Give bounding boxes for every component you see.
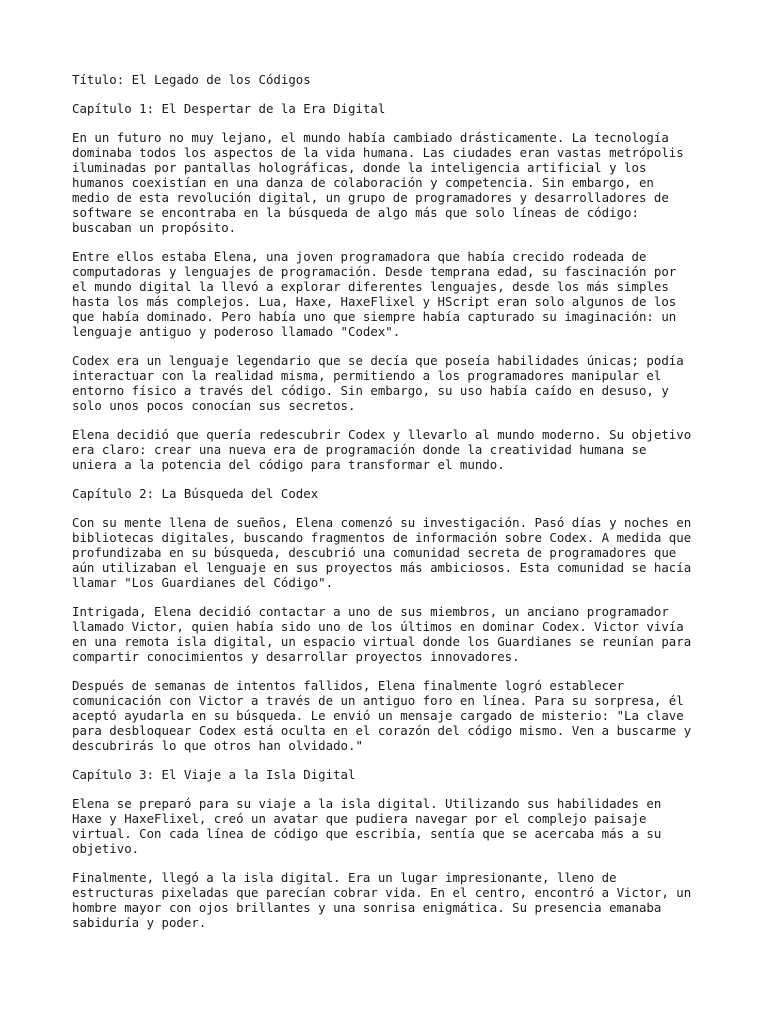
- text-line: Elena se preparó para su viaje a la isla digital. Utilizando sus habilidades en: [72, 796, 662, 811]
- text-line: profundizaba en su búsqueda, descubrió una comunidad secreta de programadores que: [72, 545, 677, 560]
- text-line: interactuar con la realidad misma, permitiendo a los programadores manipular el: [72, 368, 662, 383]
- text-line: virtual. Con cada línea de código que escribía, sentía que se acercaba más a su: [72, 826, 662, 841]
- text-line: iluminadas por pantallas holográficas, donde la inteligencia artificial y los: [72, 160, 647, 175]
- text-line: bibliotecas digitales, buscando fragmentos de información sobre Codex. A medida que: [72, 530, 692, 545]
- text-line: llamado Victor, quien había sido uno de los últimos en dominar Codex. Victor vivía: [72, 619, 684, 634]
- text-line: Capítulo 3: El Viaje a la Isla Digital: [72, 767, 356, 782]
- text-line: humanos coexistían en una danza de colaboración y competencia. Sin embargo, en: [72, 175, 654, 190]
- text-line: uniera a la potencia del código para transformar el mundo.: [72, 457, 505, 472]
- paragraph: [72, 515, 712, 590]
- text-line: aún utilizaban el lenguaje en sus proyectos más ambiciosos. Esta comunidad se hacía: [72, 560, 692, 575]
- text-line: solo unos pocos conocían sus secretos.: [72, 398, 356, 413]
- text-line: Elena decidió que quería redescubrir Codex y llevarlo al mundo moderno. Su objetivo: [72, 427, 692, 442]
- chapter-heading: [72, 101, 712, 116]
- paragraph: [72, 130, 712, 235]
- text-line: era claro: crear una nueva era de programación donde la creatividad humana se: [72, 442, 647, 457]
- text-line: En un futuro no muy lejano, el mundo había cambiado drásticamente. La tecnología: [72, 130, 669, 145]
- text-line: objetivo.: [72, 841, 140, 856]
- text-line: Finalmente, llegó a la isla digital. Era un lugar impresionante, lleno de: [72, 870, 617, 885]
- text-line: comunicación con Victor a través de un antiguo foro en línea. Para su sorpresa, él: [72, 693, 684, 708]
- text-line: descubrirás lo que otros han olvidado.": [72, 738, 363, 753]
- text-line: Intrigada, Elena decidió contactar a uno de sus miembros, un anciano programador: [72, 604, 669, 619]
- text-line: hombre mayor con ojos brillantes y una sonrisa enigmática. Su presencia emanaba: [72, 900, 662, 915]
- text-line: buscaban un propósito.: [72, 220, 237, 235]
- paragraph: [72, 678, 712, 753]
- chapter-heading: [72, 486, 712, 501]
- text-line: Capítulo 2: La Búsqueda del Codex: [72, 486, 319, 501]
- text-line: dominaba todos los aspectos de la vida humana. Las ciudades eran vastas metrópolis: [72, 145, 684, 160]
- text-line: que había dominado. Pero había uno que siempre había capturado su imaginación: un: [72, 309, 677, 324]
- text-line: lenguaje antiguo y poderoso llamado "Codex".: [72, 324, 401, 339]
- text-line: aceptó ayudarla en su búsqueda. Le envió un mensaje cargado de misterio: "La clave: [72, 708, 684, 723]
- text-line: compartir conocimientos y desarrollar proyectos innovadores.: [72, 649, 520, 664]
- text-line: Entre ellos estaba Elena, una joven programadora que había crecido rodeada de: [72, 249, 647, 264]
- document-title: [72, 72, 712, 87]
- document-page: [72, 72, 712, 944]
- chapter-heading: [72, 767, 712, 782]
- text-line: sabiduría y poder.: [72, 915, 207, 930]
- text-line: Capítulo 1: El Despertar de la Era Digital: [72, 101, 386, 116]
- paragraph: [72, 353, 712, 413]
- text-line: Después de semanas de intentos fallidos, Elena finalmente logró establecer: [72, 678, 625, 693]
- text-line: Título: El Legado de los Códigos: [72, 72, 311, 87]
- text-line: medio de esta revolución digital, un grupo de programadores y desarrolladores de: [72, 190, 669, 205]
- text-line: en una remota isla digital, un espacio virtual donde los Guardianes se reunían para: [72, 634, 692, 649]
- text-line: computadoras y lenguajes de programación. Desde temprana edad, su fascinación por: [72, 264, 677, 279]
- paragraph: [72, 427, 712, 472]
- text-line: para desbloquear Codex está oculta en el corazón del código mismo. Ven a buscarme y: [72, 723, 692, 738]
- text-line: estructuras pixeladas que parecían cobrar vida. En el centro, encontró a Victor, un: [72, 885, 692, 900]
- paragraph: [72, 870, 712, 930]
- text-line: Con su mente llena de sueños, Elena comenzó su investigación. Pasó días y noches en: [72, 515, 692, 530]
- paragraph: [72, 249, 712, 339]
- text-line: software se encontraba en la búsqueda de algo más que solo líneas de código:: [72, 205, 639, 220]
- text-line: el mundo digital la llevó a explorar diferentes lenguajes, desde los más simples: [72, 279, 669, 294]
- text-line: hasta los más complejos. Lua, Haxe, HaxeFlixel y HScript eran solo algunos de los: [72, 294, 677, 309]
- paragraph: [72, 604, 712, 664]
- paragraph: [72, 796, 712, 856]
- text-line: Haxe y HaxeFlixel, creó un avatar que pudiera navegar por el complejo paisaje: [72, 811, 647, 826]
- text-line: Codex era un lenguaje legendario que se decía que poseía habilidades únicas; podía: [72, 353, 684, 368]
- text-line: entorno físico a través del código. Sin embargo, su uso había caído en desuso, y: [72, 383, 669, 398]
- text-line: llamar "Los Guardianes del Código".: [72, 575, 334, 590]
